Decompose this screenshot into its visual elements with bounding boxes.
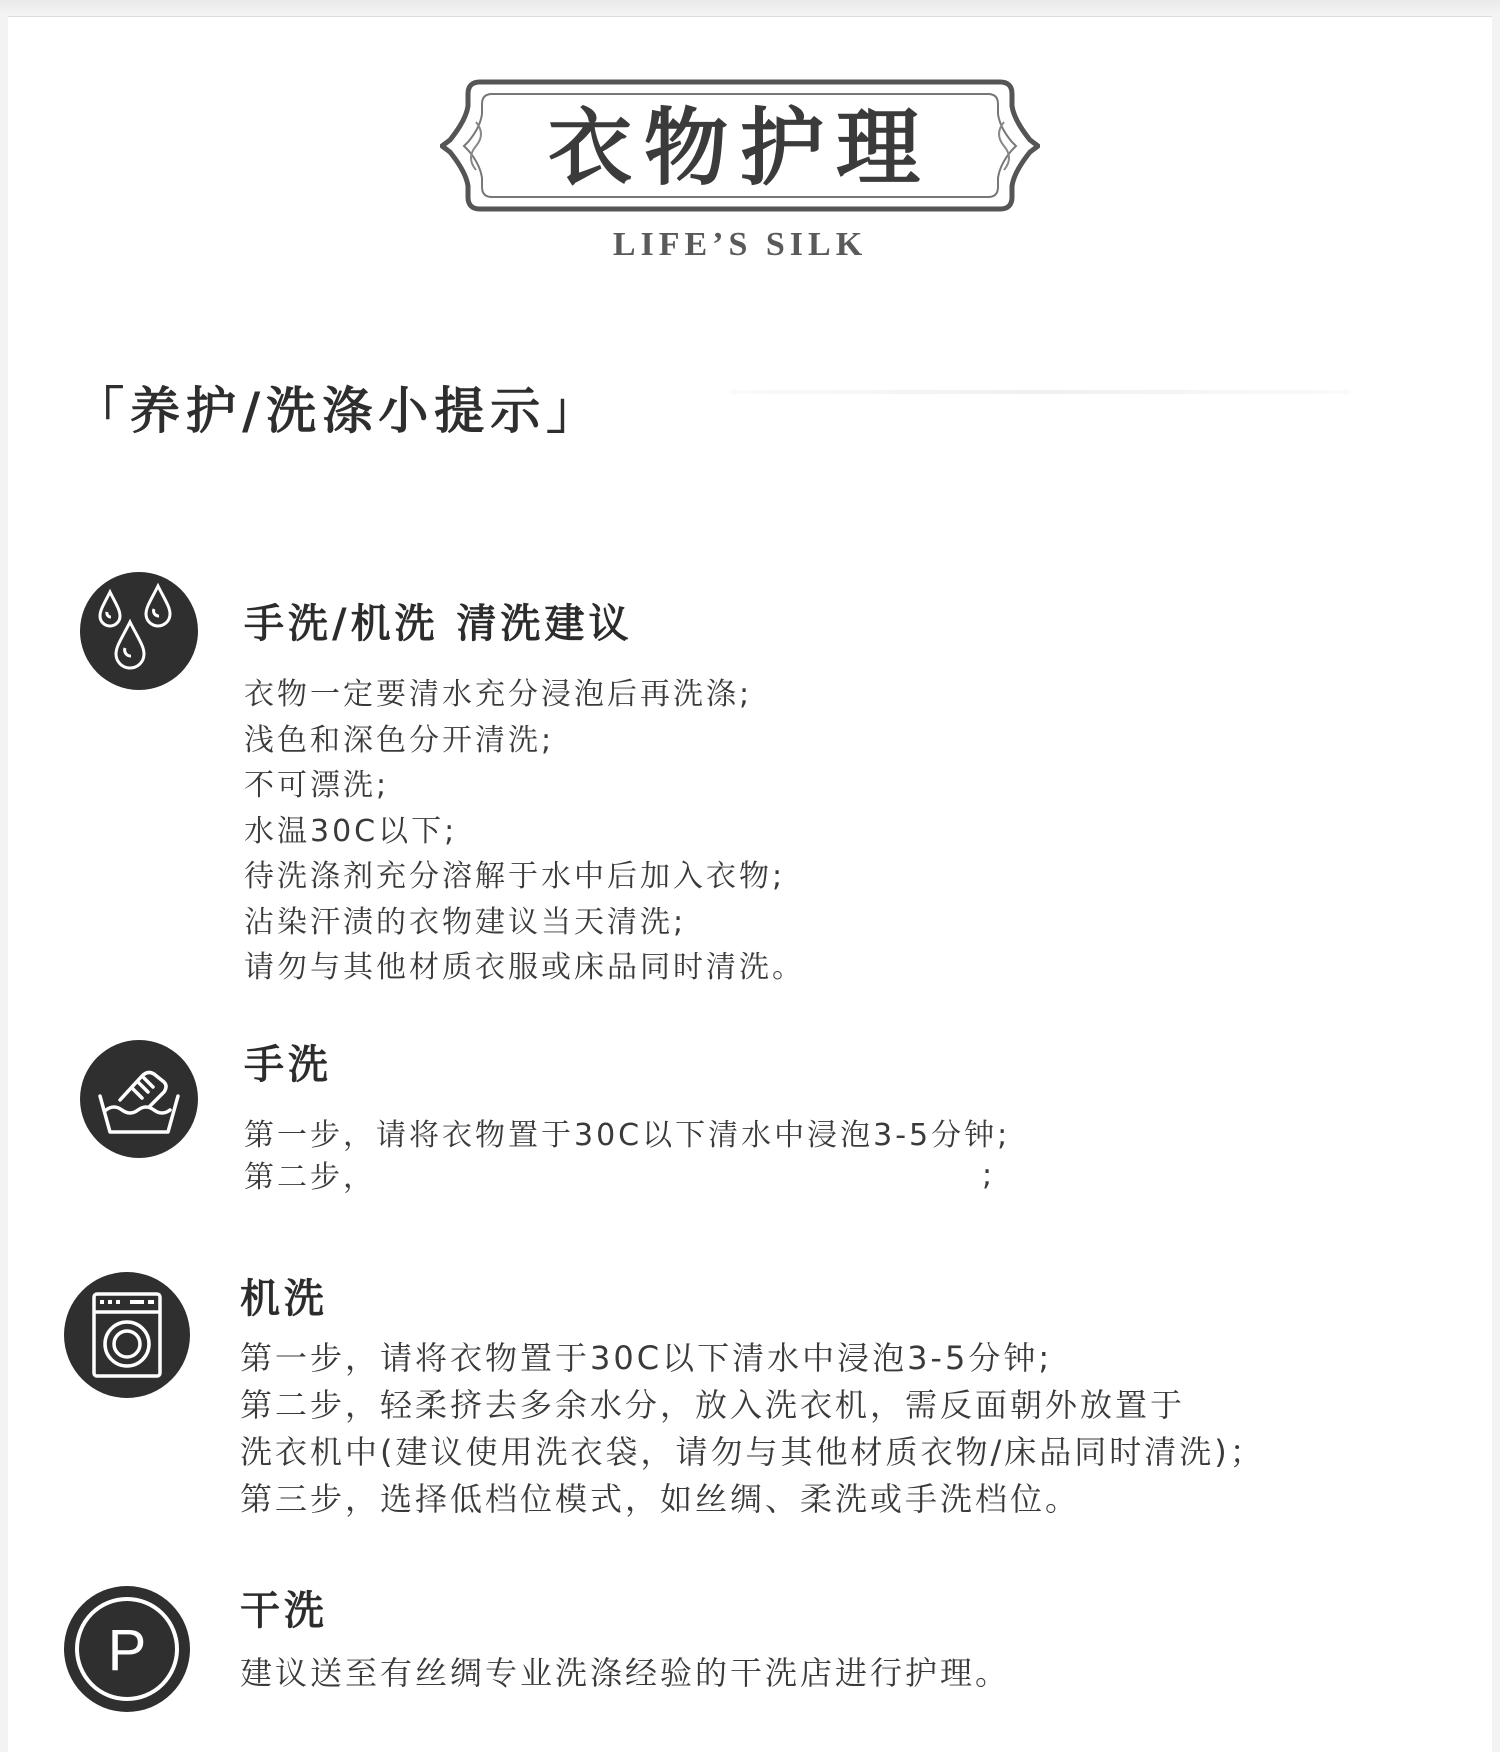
list-item: 衣物一定要清水充分浸泡后再洗涤;: [244, 677, 753, 712]
list-item: 待洗涤剂充分溶解于水中后加入衣物;: [244, 859, 786, 894]
list-item: 第二步，轻柔挤去多余水分，放入洗衣机，需反面朝外放置于: [240, 1386, 1186, 1424]
list-item: 沾染汗渍的衣物建议当天清洗;: [244, 904, 687, 940]
dry-clean-p-icon: [64, 1586, 190, 1712]
brand-subtitle: LIFE’S SILK: [612, 226, 868, 263]
hand-wash-icon: [80, 1040, 198, 1158]
water-drops-icon: [80, 572, 198, 690]
right-margin: [1492, 16, 1500, 1752]
faint-divider: [730, 390, 1350, 394]
section-title: 「养护/洗涤小提示」: [74, 382, 603, 440]
machine-wash-title: 机洗: [240, 1276, 328, 1322]
washing-advice-title: 手洗/机洗 清洗建议: [244, 601, 633, 647]
page-title: 衣物护理: [547, 98, 932, 197]
washing-advice-list: [244, 672, 805, 991]
header-frame: [440, 78, 1040, 213]
dry-clean-title: 干洗: [240, 1588, 328, 1634]
list-item: 第一步，请将衣物置于30C以下清水中浸泡3-5分钟;: [240, 1339, 1053, 1377]
top-divider: [0, 0, 1500, 17]
dry-clean-advice: [240, 1650, 1010, 1697]
list-item: 不可漂洗;: [244, 768, 390, 803]
list-item: 洗衣机中(建议使用洗衣袋，请勿与其他材质衣物/床品同时清洗)；: [240, 1433, 1265, 1471]
hand-wash-title: 手洗: [244, 1042, 332, 1088]
hand-wash-steps: [244, 1115, 1010, 1199]
dry-clean-letter: P: [107, 1618, 147, 1683]
trailing-semicolon: ;: [982, 1158, 993, 1193]
list-item: 第三步，选择低档位模式，如丝绸、柔洗或手洗档位。: [240, 1480, 1081, 1518]
machine-wash-steps: [240, 1335, 1265, 1523]
list-item: 浅色和深色分开清洗;: [244, 722, 555, 758]
washing-machine-icon: [64, 1272, 190, 1398]
list-item: 建议送至有丝绸专业洗涤经验的干洗店进行护理。: [240, 1654, 1011, 1692]
left-margin: [0, 16, 8, 1752]
list-item: 水温30C以下;: [244, 813, 458, 849]
list-item: 第二步，: [244, 1160, 376, 1195]
list-item: 请勿与其他材质衣服或床品同时清洗。: [244, 950, 805, 985]
list-item: 第一步，请将衣物置于30C以下清水中浸泡3-5分钟;: [244, 1118, 1011, 1153]
